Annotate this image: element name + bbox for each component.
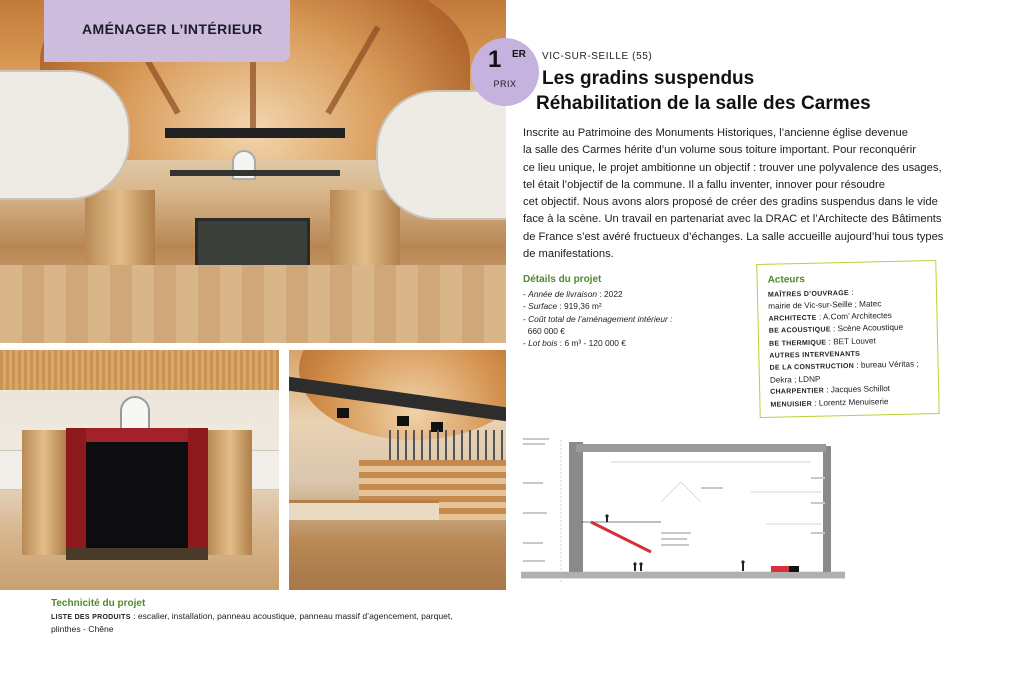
prize-rank: 1	[488, 46, 502, 73]
actor-row: Dekra ; LDNP	[769, 374, 821, 385]
section-stands	[591, 522, 651, 552]
section-wall-left	[569, 442, 583, 577]
actor-row: CHARPENTIER : Jacques Schillot	[770, 384, 891, 397]
stage-front	[66, 548, 208, 560]
stone-pillar	[208, 430, 252, 555]
intro-line: de manifestations.	[523, 248, 614, 261]
glass-doors	[195, 218, 310, 268]
actor-row: AUTRES INTERVENANTS	[769, 350, 861, 360]
section-roof	[576, 444, 826, 452]
actor-row: ARCHITECTE : A.Com’ Architectes	[768, 310, 892, 323]
intro-line: face à la scène. Un travail en partenariat avec la DRAC et l’Architecte des Bâtiments	[523, 213, 942, 226]
actor-row: MENUISIER : Lorentz Menuiserie	[770, 396, 889, 409]
technicite-row: LISTE DES PRODUITS : escalier, installation, panneau acoustique, panneau massif d’agencement, parquet,	[51, 611, 453, 621]
metal-bridge	[165, 128, 345, 138]
intro-paragraph	[523, 125, 979, 263]
actors-box	[756, 260, 939, 418]
actor-row: mairie de Vic-sur-Seille ; Matec	[768, 299, 882, 312]
curtain-left	[66, 428, 86, 550]
stage-photo	[0, 350, 279, 590]
balcony-left	[0, 70, 130, 200]
intro-line: de France s’est avéré fructueux d’échanges. La salle accueille aujourd’hui tous types	[523, 230, 944, 243]
actor-row: BE ACOUSTIQUE : Scène Acoustique	[768, 322, 904, 336]
curtain-valance	[66, 428, 208, 442]
section-wall-right	[823, 446, 831, 577]
acoustic-ceiling	[0, 350, 279, 390]
intro-line: la salle des Carmes hérite d’un volume sous toiture important. Pour reconquérir	[523, 144, 916, 157]
intro-line: ce lieu unique, le projet ambitionne un objectif : trouver une polyvalence des usages,	[523, 161, 942, 174]
project-title: Les gradins suspendus	[542, 68, 755, 89]
details-row: - Coût total de l’aménagement intérieur :	[523, 313, 673, 324]
technicite-heading: Technicité du projet	[51, 598, 146, 609]
details-row: - Surface : 919,36 m²	[523, 301, 602, 312]
intro-line: tel était l’objectif de la commune. Il a fallu inventer, innover pour résoudre	[523, 178, 885, 191]
stand-deck	[289, 500, 439, 520]
stage-opening	[86, 442, 188, 550]
details-row: - Lot bois : 6 m³ - 120 000 €	[523, 338, 626, 349]
parquet-floor	[0, 265, 506, 343]
category-tag	[44, 0, 290, 62]
suspended-stands-photo	[289, 350, 506, 590]
details-row: 660 000 €	[527, 325, 565, 336]
actor-row: BE THERMIQUE : BET Louvet	[769, 335, 876, 348]
intro-line: Inscrite au Patrimoine des Monuments Historiques, l’ancienne église devenue	[523, 127, 908, 139]
details-heading: Détails du projet	[523, 274, 602, 285]
details-row: - Année de livraison : 2022	[523, 289, 623, 299]
project-details	[523, 274, 733, 349]
actor-row: MAÎTRES D’OUVRAGE :	[767, 287, 854, 299]
prize-suffix: ER	[512, 49, 526, 60]
intro-line: cet objectif. Nous avons alors proposé de créer des gradins suspendus dans le vide	[523, 196, 938, 209]
balcony-right	[376, 90, 506, 220]
section-floor	[521, 572, 845, 578]
metal-bridge-lower	[170, 170, 340, 176]
spotlight	[337, 408, 349, 418]
actor-row: DE LA CONSTRUCTION : bureau Véritas ;	[769, 359, 919, 373]
prize-badge	[471, 38, 539, 106]
stone-pillar	[22, 430, 66, 555]
prize-label: PRIX	[493, 79, 517, 89]
project-subtitle: Réhabilitation de la salle des Carmes	[536, 93, 871, 114]
arched-window	[120, 396, 150, 432]
actors-heading: Acteurs	[767, 273, 806, 286]
category-label: AMÉNAGER L’INTÉRIEUR	[82, 21, 263, 37]
technicite-row: plinthes - Chêne	[51, 623, 114, 634]
section-drawing	[521, 432, 845, 591]
spotlight	[397, 416, 409, 426]
project-location: VIC-SUR-SEILLE (55)	[542, 51, 653, 62]
technicite-section	[51, 598, 511, 636]
curtain-right	[188, 428, 208, 550]
